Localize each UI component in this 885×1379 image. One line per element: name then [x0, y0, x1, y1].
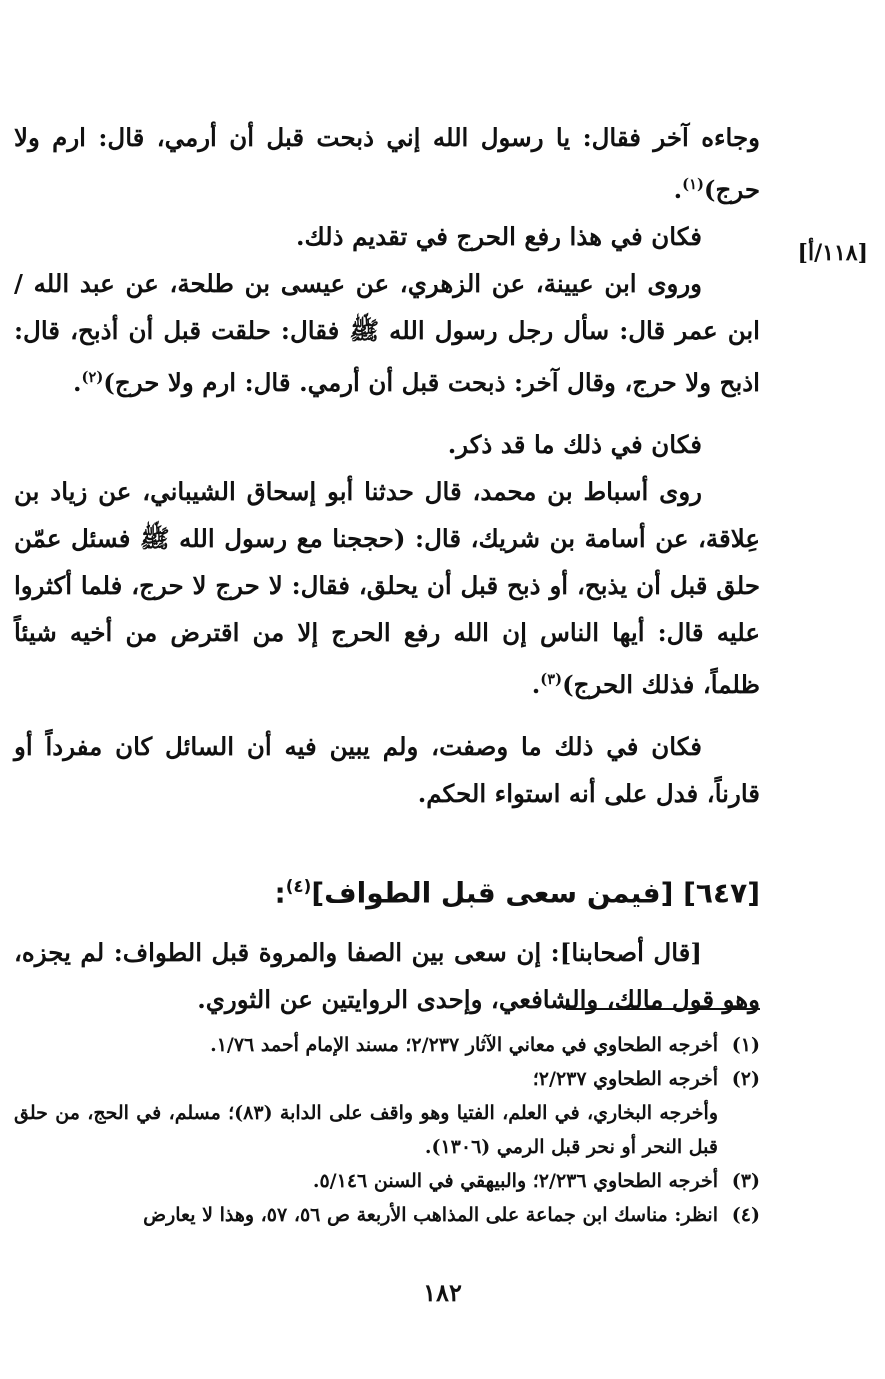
section-number: [٦٤٧]: [683, 876, 760, 910]
footnote-1: (١)أخرجه الطحاوي في معاني الآثار ٢/٢٣٧؛ مسند الإمام أحمد ١/٧٦.: [210, 1034, 760, 1056]
footnote-3: (٣)أخرجه الطحاوي ٢/٢٣٦؛ والبيهقي في السنن ٥/١٤٦.: [312, 1170, 760, 1192]
paragraph-1: وجاءه آخر فقال: يا رسول الله إني ذبحت قبل أن أرمي، قال: ارم ولا حرج)$^{(١)}$.: [14, 123, 760, 205]
section-paragraph: [قال أصحابنا]: إن سعى بين الصفا والمروة قبل الطواف: لم يجزه، وهو قول مالك، والشافعي، وإحدى الروايتين عن الثوري.: [14, 937, 760, 1014]
footnote-separator: [566, 1008, 760, 1010]
section-title: [فيمن سعى قبل الطواف]: [311, 876, 674, 910]
paragraph-4: فكان في ذلك ما قد ذكر.: [447, 430, 702, 460]
section-heading: [٦٤٧] [فيمن سعى قبل الطواف]$^{(٤)}$:: [274, 876, 760, 910]
manuscript-folio-reference: [١١٨/أ]: [797, 240, 868, 266]
footnote-marker: (٤): [285, 876, 312, 897]
footnotes: [14, 1028, 760, 1232]
paragraph-5: روى أسباط بن محمد، قال حدثنا أبو إسحاق الشيباني، عن زياد بن عِلاقة، عن أسامة بن شريك، قال: (حججنا مع رسول الله ﷺ فسئل عمّن حلق قبل أن يذبح، أو ذبح قبل أن يحلق، فقال: لا حرج لا حرج، فلما أكثروا عليه قال: أيها الناس إن الله رفع الحرج إلا من اقترض من أخيه شيئاً ظلماً، فذلك الحرج)$^{(٣)}$.: [14, 477, 760, 700]
page-number: ١٨٢: [423, 1278, 462, 1307]
paragraph-6: فكان في ذلك ما وصفت، ولم يبين فيه أن السائل كان مفرداً أو قارناً، فدل على أنه استواء الحكم.: [14, 732, 760, 809]
paragraph-2: فكان في هذا رفع الحرج في تقديم ذلك.: [295, 222, 702, 252]
footnote-4: (٤)انظر: مناسك ابن جماعة على المذاهب الأربعة ص ٥٦، ٥٧، وهذا لا يعارض: [143, 1204, 760, 1226]
footnote-marker: (١): [682, 176, 704, 193]
footnote-2-continuation: وأخرجه البخاري، في العلم، الفتيا وهو واقف على الدابة (٨٣)؛ مسلم، في الحج، من حلق قبل النحر أو نحر قبل الرمي (١٣٠٦).: [14, 1102, 718, 1158]
main-text: [14, 114, 760, 1023]
footnote-marker: (٣): [540, 671, 563, 689]
footnote-2: (٢)أخرجه الطحاوي ٢/٢٣٧؛: [532, 1068, 760, 1090]
paragraph-3: وروى ابن عيينة، عن الزهري، عن عيسى بن طلحة، عن عبد الله / ابن عمر قال: سأل رجل رسول الله ﷺ فقال: حلقت قبل أن أذبح، قال: اذبح ولا حرج، وقال آخر: ذبحت قبل أن أرمي. قال: ارم ولا حرج)$^{(٢)}$.: [14, 269, 760, 398]
footnote-marker: (٢): [81, 369, 104, 387]
